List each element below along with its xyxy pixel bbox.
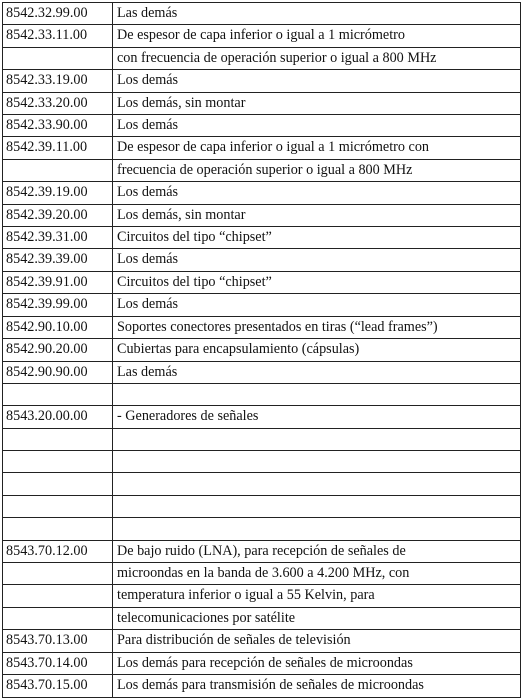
table-row — [3, 70, 521, 92]
table-row — [3, 182, 521, 204]
table-row — [3, 563, 521, 585]
description-cell: telecomunicaciones por satélite — [113, 607, 521, 629]
tariff-code-cell — [3, 585, 113, 607]
description-cell: Los demás — [113, 70, 521, 92]
description-cell: Circuitos del tipo “chipset” — [113, 227, 521, 249]
description-cell: De bajo ruido (LNA), para recepción de señales de — [113, 540, 521, 562]
description-cell — [113, 383, 521, 405]
table-row — [3, 585, 521, 607]
description-cell: Soportes conectores presentados en tiras (“lead frames”) — [113, 316, 521, 338]
description-cell — [113, 473, 521, 495]
tariff-table-body — [3, 3, 521, 698]
description-cell: Las demás — [113, 361, 521, 383]
description-cell — [113, 495, 521, 517]
tariff-code-cell: 8543.70.12.00 — [3, 540, 113, 562]
tariff-code-cell: 8542.39.11.00 — [3, 137, 113, 159]
description-cell: De espesor de capa inferior o igual a 1 micrómetro con — [113, 137, 521, 159]
tariff-code-cell: 8543.70.14.00 — [3, 652, 113, 674]
tariff-table — [2, 2, 521, 698]
table-row — [3, 518, 521, 540]
tariff-code-cell: 8542.39.99.00 — [3, 294, 113, 316]
table-row — [3, 406, 521, 428]
tariff-code-cell: 8542.33.11.00 — [3, 25, 113, 47]
description-cell — [113, 518, 521, 540]
tariff-code-cell — [3, 451, 113, 473]
description-cell: con frecuencia de operación superior o igual a 800 MHz — [113, 47, 521, 69]
table-row — [3, 137, 521, 159]
tariff-code-cell — [3, 473, 113, 495]
table-row — [3, 540, 521, 562]
description-cell: Los demás — [113, 294, 521, 316]
table-row — [3, 428, 521, 450]
description-cell: Los demás — [113, 115, 521, 137]
tariff-code-cell: 8542.33.90.00 — [3, 115, 113, 137]
table-row — [3, 652, 521, 674]
table-row — [3, 607, 521, 629]
description-cell — [113, 451, 521, 473]
tariff-code-cell: 8542.32.99.00 — [3, 3, 113, 25]
table-row — [3, 294, 521, 316]
tariff-code-cell: 8542.90.90.00 — [3, 361, 113, 383]
tariff-code-cell: 8543.70.13.00 — [3, 630, 113, 652]
description-cell: Para distribución de señales de televisión — [113, 630, 521, 652]
table-row — [3, 227, 521, 249]
description-cell: - Generadores de señales — [113, 406, 521, 428]
tariff-code-cell — [3, 428, 113, 450]
tariff-code-cell: 8542.33.20.00 — [3, 92, 113, 114]
tariff-code-cell: 8542.39.19.00 — [3, 182, 113, 204]
table-row — [3, 383, 521, 405]
tariff-code-cell — [3, 563, 113, 585]
table-row — [3, 25, 521, 47]
tariff-code-cell: 8542.39.91.00 — [3, 271, 113, 293]
table-row — [3, 3, 521, 25]
table-row — [3, 204, 521, 226]
table-row — [3, 271, 521, 293]
tariff-code-cell — [3, 607, 113, 629]
tariff-code-cell — [3, 518, 113, 540]
table-row — [3, 339, 521, 361]
description-cell: Los demás — [113, 182, 521, 204]
description-cell: Circuitos del tipo “chipset” — [113, 271, 521, 293]
table-row — [3, 495, 521, 517]
tariff-code-cell — [3, 383, 113, 405]
description-cell: temperatura inferior o igual a 55 Kelvin, para — [113, 585, 521, 607]
description-cell: Los demás, sin montar — [113, 92, 521, 114]
description-cell: De espesor de capa inferior o igual a 1 micrómetro — [113, 25, 521, 47]
table-row — [3, 47, 521, 69]
description-cell: Las demás — [113, 3, 521, 25]
table-row — [3, 361, 521, 383]
tariff-code-cell: 8542.90.20.00 — [3, 339, 113, 361]
table-row — [3, 675, 521, 697]
table-row — [3, 159, 521, 181]
tariff-code-cell: 8543.70.15.00 — [3, 675, 113, 697]
table-row — [3, 92, 521, 114]
table-row — [3, 115, 521, 137]
tariff-code-cell: 8542.39.31.00 — [3, 227, 113, 249]
description-cell: Los demás para recepción de señales de microondas — [113, 652, 521, 674]
description-cell: Los demás, sin montar — [113, 204, 521, 226]
description-cell: Cubiertas para encapsulamiento (cápsulas) — [113, 339, 521, 361]
tariff-code-cell — [3, 47, 113, 69]
tariff-code-cell: 8542.39.20.00 — [3, 204, 113, 226]
table-row — [3, 451, 521, 473]
tariff-code-cell: 8543.20.00.00 — [3, 406, 113, 428]
tariff-code-cell — [3, 159, 113, 181]
description-cell: frecuencia de operación superior o igual a 800 MHz — [113, 159, 521, 181]
table-row — [3, 316, 521, 338]
tariff-code-cell: 8542.33.19.00 — [3, 70, 113, 92]
description-cell: microondas en la banda de 3.600 a 4.200 MHz, con — [113, 563, 521, 585]
description-cell: Los demás — [113, 249, 521, 271]
table-row — [3, 249, 521, 271]
table-row — [3, 473, 521, 495]
tariff-code-cell: 8542.39.39.00 — [3, 249, 113, 271]
table-row — [3, 630, 521, 652]
description-cell — [113, 428, 521, 450]
tariff-code-cell: 8542.90.10.00 — [3, 316, 113, 338]
tariff-code-cell — [3, 495, 113, 517]
description-cell: Los demás para transmisión de señales de microondas — [113, 675, 521, 697]
